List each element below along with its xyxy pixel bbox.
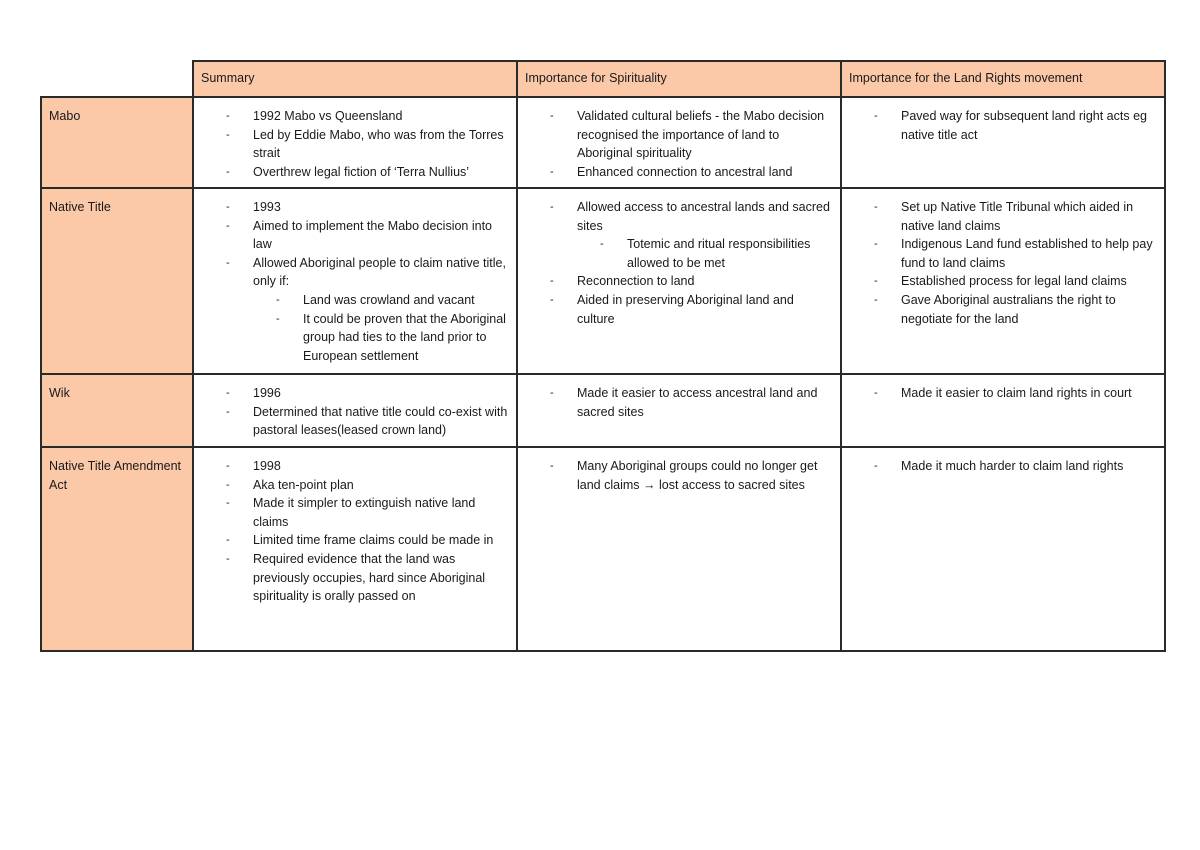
list-item: - Gave Aboriginal australians the right to negotiate for the land <box>849 291 1157 328</box>
list-item: - 1996 <box>201 384 509 403</box>
row-label-wik: Wik <box>41 374 193 447</box>
native-title-spirituality-list <box>525 198 833 328</box>
list-item: - Enhanced connection to ancestral land <box>525 163 833 182</box>
list-item <box>201 254 509 366</box>
list-item: - Made it easier to claim land rights in court <box>849 384 1157 403</box>
native-title-spirituality-sublist <box>575 235 833 272</box>
header-spirituality: Importance for Spirituality <box>517 61 841 97</box>
list-item: - Aka ten-point plan <box>201 476 509 495</box>
list-item: - Required evidence that the land was previously occupies, hard since Aboriginal spirituality is orally passed on <box>201 550 509 606</box>
amendment-spirituality-list <box>525 457 833 494</box>
land-rights-table <box>40 60 1166 652</box>
list-item: - Land was crowland and vacant <box>251 291 509 310</box>
list-item: - 1998 <box>201 457 509 476</box>
native-title-spirituality-cell <box>517 188 841 374</box>
list-item: - 1993 <box>201 198 509 217</box>
mabo-spirituality-cell <box>517 97 841 188</box>
wik-spirituality-cell <box>517 374 841 447</box>
list-item: - Limited time frame claims could be made in <box>201 531 509 550</box>
list-item-text: Allowed Aboriginal people to claim native title, only if: <box>253 255 506 289</box>
list-item: - Led by Eddie Mabo, who was from the Torres strait <box>201 126 509 163</box>
list-item: - Aimed to implement the Mabo decision into law <box>201 217 509 254</box>
native-title-land-rights-list <box>849 198 1157 328</box>
amendment-spirituality-cell <box>517 447 841 651</box>
mabo-summary-list <box>201 107 509 181</box>
list-item: - Aided in preserving Aboriginal land and culture <box>525 291 833 328</box>
list-item: - Overthrew legal fiction of ‘Terra Nullius’ <box>201 163 509 182</box>
list-item: - Paved way for subsequent land right acts eg native title act <box>849 107 1157 144</box>
table-row-native-title-amendment-act <box>41 447 1165 651</box>
wik-summary-cell <box>193 374 517 447</box>
list-item: - Determined that native title could co-exist with pastoral leases(leased crown land) <box>201 403 509 440</box>
list-item: - Reconnection to land <box>525 272 833 291</box>
table-row-wik <box>41 374 1165 447</box>
wik-land-rights-cell <box>841 374 1165 447</box>
list-item: - Made it much harder to claim land rights <box>849 457 1157 476</box>
list-item: - Made it easier to access ancestral land and sacred sites <box>525 384 833 421</box>
row-label-native-title-amendment-act: Native Title Amendment Act <box>41 447 193 651</box>
native-title-conditions-list <box>251 291 509 365</box>
wik-land-rights-list <box>849 384 1157 403</box>
mabo-land-rights-list <box>849 107 1157 144</box>
list-item: - It could be proven that the Aboriginal group had ties to the land prior to European settlement <box>251 310 509 366</box>
list-item: - Set up Native Title Tribunal which aided in native land claims <box>849 198 1157 235</box>
wik-summary-list <box>201 384 509 440</box>
list-item-text: Allowed access to ancestral lands and sacred sites <box>577 200 830 233</box>
list-item: - Indigenous Land fund established to help pay fund to land claims <box>849 235 1157 272</box>
amendment-summary-list <box>201 457 509 606</box>
list-item <box>525 198 833 272</box>
amendment-land-rights-cell <box>841 447 1165 651</box>
table-row-native-title <box>41 188 1165 374</box>
amendment-land-rights-list <box>849 457 1157 476</box>
mabo-land-rights-cell <box>841 97 1165 188</box>
native-title-land-rights-cell <box>841 188 1165 374</box>
header-corner-cell <box>41 61 193 97</box>
list-item: - Many Aboriginal groups could no longer get land claims → lost access to sacred sites <box>525 457 833 494</box>
native-title-summary-list <box>201 198 509 365</box>
list-item: - 1992 Mabo vs Queensland <box>201 107 509 126</box>
list-item: - Totemic and ritual responsibilities allowed to be met <box>575 235 833 272</box>
wik-spirituality-list <box>525 384 833 421</box>
mabo-summary-cell <box>193 97 517 188</box>
mabo-spirituality-list <box>525 107 833 181</box>
header-summary: Summary <box>193 61 517 97</box>
row-label-native-title: Native Title <box>41 188 193 374</box>
list-item: - Established process for legal land claims <box>849 272 1157 291</box>
amendment-summary-cell <box>193 447 517 651</box>
list-item: - Validated cultural beliefs - the Mabo decision recognised the importance of land to Aboriginal spirituality <box>525 107 833 163</box>
list-item: - Made it simpler to extinguish native land claims <box>201 494 509 531</box>
row-label-mabo: Mabo <box>41 97 193 188</box>
table-row-mabo <box>41 97 1165 188</box>
header-land-rights: Importance for the Land Rights movement <box>841 61 1165 97</box>
header-row <box>41 61 1165 97</box>
native-title-summary-cell <box>193 188 517 374</box>
